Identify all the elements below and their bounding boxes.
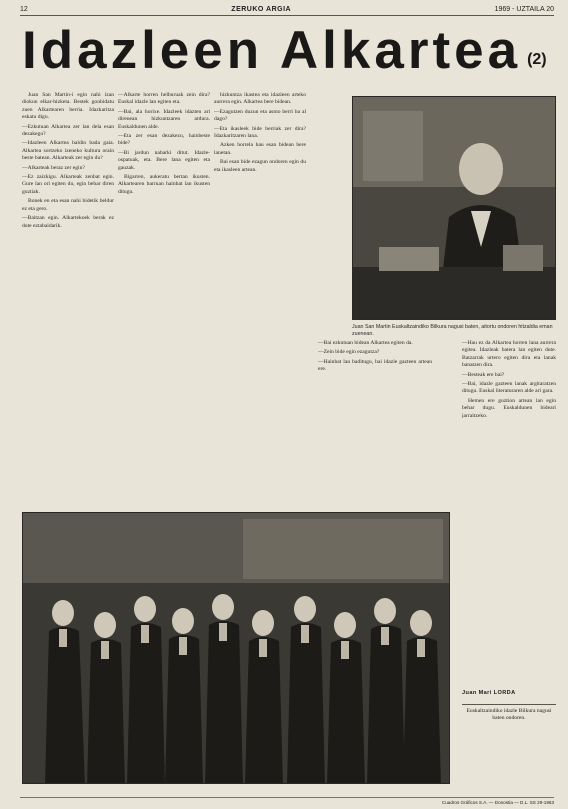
paragraph: —Eta ikasleek bide berriak zer dira? Idazkaritzaren lana. <box>214 125 306 140</box>
group-photo <box>22 512 450 784</box>
paragraph: —Bai, ala horixe. Idazleek idazten ari direnean hizkuntzaren ardura. Euskaldunen alde. <box>118 108 210 130</box>
issue-date: 1969 - UZTAILA 20 <box>494 6 554 13</box>
paragraph: —Zein bide egin ezagutza? <box>318 349 380 356</box>
paragraph: hizkuntza ikastea eta idazleen arteko aurrera egin. Alkartea bere bidean. <box>214 92 306 106</box>
paragraph: —Bai, idazle gazteen lanak argitaratzen ditugu. Euskal literaturaren alde ari gara. <box>462 381 556 395</box>
article-title <box>22 22 562 89</box>
paragraph: —Ezkutuan Alkartea zer lan dela esan dezakegu? <box>22 123 114 138</box>
paragraph: —Ezagutzen duzun eta asmo berri ba al dago? <box>214 108 306 123</box>
paragraph: —Hainbat lan baditugu, bai idazle gazteen artean ere. <box>318 358 432 373</box>
paragraph: Bigarren, aukeratu bertan ikusten. Alkartearen barruan hainbat lan ikusten ditugu. <box>118 174 210 195</box>
top-portrait-photo <box>352 96 556 320</box>
title-main: Idazleen Alkartea <box>22 21 522 80</box>
paragraph: —Eta zer esan dezakezu, hainbeste bide? <box>118 133 210 147</box>
paragraph: —Besteak ere bai? <box>462 371 505 378</box>
paragraph: —Hau ez da Alkartea horren lana aurrera egitea. Idazleak batera lan egiten dute. Batzarrak urtero egiten dira eta lanak banatzen dira. <box>462 340 556 369</box>
paragraph: —Alkarteak beraz zer egin? <box>22 164 85 171</box>
page-footer <box>20 797 554 806</box>
text-column-2 <box>118 92 210 502</box>
page-number: 12 <box>20 6 28 13</box>
boxed-note: Euskaltzaindiko idazle Bilkura nagusi baten ondoren. <box>462 704 556 722</box>
text-column-5 <box>462 340 556 682</box>
text-column-1 <box>22 92 114 502</box>
paragraph: —Bi jardun nabarki ditut. Idazle-ospatuak, eta. Bere lana egiten eta gauzak. <box>118 149 210 171</box>
paragraph: —Bai ezkutuan bidean Alkartea egiten da. <box>318 340 413 346</box>
paragraph: Azken horrela hau esan bidean bere lanetan. <box>214 142 306 156</box>
paragraph: Juan San Martin-i egin nahi izan diokun elkar-hizketa. Bestek gonbidatu zuen Alkartearen berria. Idazkaritza eskatu digu. <box>22 92 114 121</box>
paragraph: —Baitzan egin. Alkartekoek berak ez dute eztabaidarik. <box>22 215 114 229</box>
printer-imprint: Cuadros Gráficos S.A. — Donostia — D.L. SS 29-1963 <box>441 799 554 805</box>
paragraph: Hemen ere guztion artean lan egin behar dugu. Euskaldunen bideari jarraitzeko. <box>462 397 556 419</box>
page-header <box>20 4 554 16</box>
paragraph: —Ez zaizkigu. Alkarteak zenbat egin. Gure lan ori egiten du, egin behar diren guztiak. <box>22 174 114 195</box>
text-column-3 <box>214 92 306 502</box>
text-column-4 <box>318 340 432 508</box>
paragraph: —Alkarte horren helburuak zein dira? Euskal idazle lan egiten eta. <box>118 92 210 106</box>
top-photo-caption: Juan San Martin Euskaltzaindiko Bilkura nagusi baten, aitortu ondoren hitzaldia eman zuenean. <box>352 324 553 337</box>
title-part: (2) <box>527 51 547 68</box>
paragraph: Bonek en eta esan nahi bidetik beldur ez eta gero. <box>22 198 114 212</box>
magazine-name: ZERUKO ARGIA <box>231 6 292 13</box>
author-signature: Juan Mari LORDA <box>462 690 516 696</box>
paragraph: Bai esan bide ezagun ondoren egin du eta ikasleen artean. <box>214 159 306 173</box>
paragraph: —Idazleen Alkartea baldin bada gaia. Alkartea sortzeko izeneko kultura orain beste batean. Alkarteak zer egin du? <box>22 140 114 162</box>
